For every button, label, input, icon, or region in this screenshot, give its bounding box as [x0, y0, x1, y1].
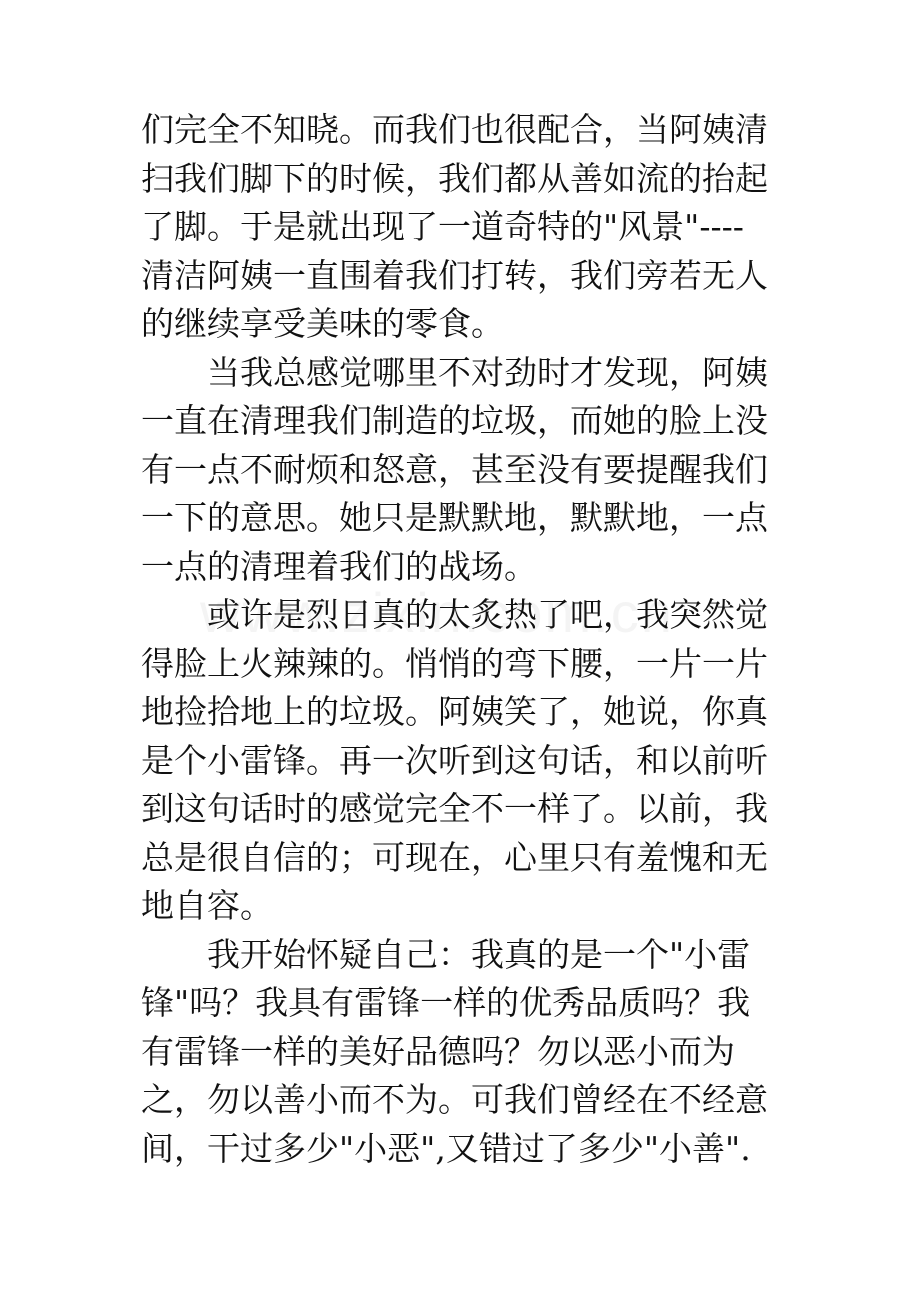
text-line: 是个小雷锋。再一次听到这句话，和以前听 — [141, 740, 768, 780]
text-line: 一下的意思。她只是默默地，默默地，一点 — [141, 498, 768, 537]
text-line: 一点的清理着我们的战场。 — [141, 546, 537, 586]
text-line: 们完全不知晓。而我们也很配合，当阿姨清 — [141, 110, 768, 149]
text-line: 地捡拾地上的垃圾。阿姨笑了，她说，你真 — [141, 692, 768, 731]
text-line: 我开始怀疑自己：我真的是一个"小雷 — [141, 934, 751, 974]
text-line: 锋"吗？我具有雷锋一样的优秀品质吗？我 — [141, 983, 751, 1022]
text-line: 间，干过多少"小恶",又错过了多少"小善". — [141, 1128, 751, 1168]
text-line: 了脚。于是就出现了一道奇特的"风景"---- — [141, 207, 744, 246]
text-line: 当我总感觉哪里不对劲时才发现，阿姨 — [141, 352, 768, 392]
text-line: 总是很自信的；可现在，心里只有羞愧和无 — [141, 837, 768, 877]
text-line: 的继续享受美味的零食。 — [141, 304, 504, 343]
text-line: 有雷锋一样的美好品德吗？勿以恶小而为 — [141, 1031, 735, 1071]
text-line: 到这句话时的感觉完全不一样了。以前，我 — [141, 789, 768, 828]
text-line: 有一点不耐烦和怒意，甚至没有要提醒我们 — [141, 449, 768, 489]
text-line: 清洁阿姨一直围着我们打转，我们旁若无人 — [141, 255, 768, 295]
text-line: 或许是烈日真的太炙热了吧，我突然觉 — [141, 595, 768, 634]
text-line: 之，勿以善小而不为。可我们曾经在不经意 — [141, 1080, 768, 1119]
text-line: 扫我们脚下的时候，我们都从善如流的抬起 — [141, 158, 768, 198]
text-line: 地自容。 — [141, 886, 273, 925]
text-line: 得脸上火辣辣的。悄悄的弯下腰，一片一片 — [141, 643, 768, 683]
text-line: 一直在清理我们制造的垃圾，而她的脸上没 — [141, 401, 768, 440]
body-text — [141, 106, 791, 1173]
